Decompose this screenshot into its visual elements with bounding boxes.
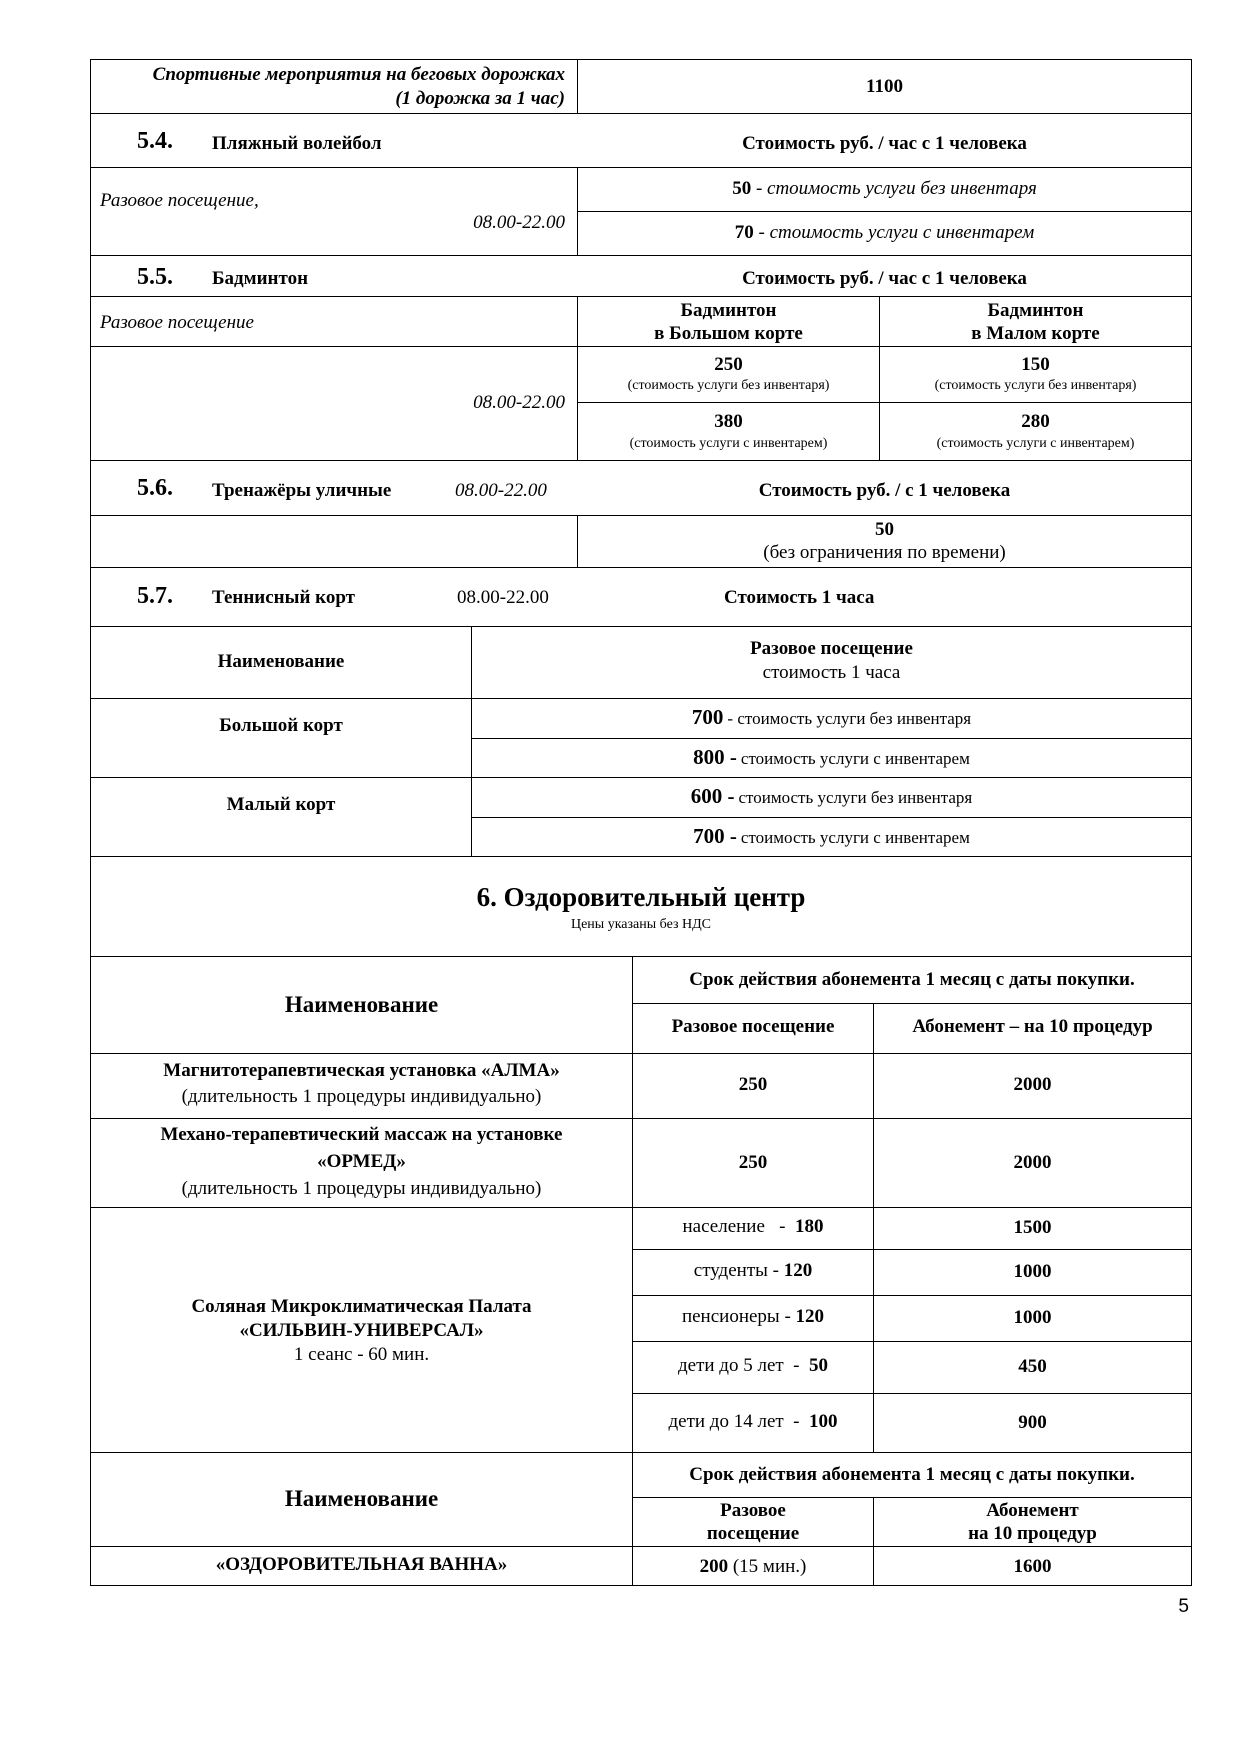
alma-name: Магнитотерапевтическая установка «АЛМА» bbox=[163, 1060, 560, 1081]
price-note: - стоимость услуги с инвентарем bbox=[758, 222, 1035, 243]
salt-name-line1: Соляная Микроклиматическая Палата bbox=[191, 1296, 532, 1317]
running-label-line2: (1 дорожка за 1 час) bbox=[395, 88, 565, 109]
salt-name-line2: «СИЛЬВИН-УНИВЕРСАЛ» bbox=[239, 1320, 484, 1341]
tennis-visit-header: Разовое посещение bbox=[750, 638, 913, 659]
badminton-small-no-inventory-note: (стоимость услуги без инвентаря) bbox=[934, 378, 1137, 393]
section-5-5-price-header: Стоимость руб. / час с 1 человека bbox=[742, 268, 1027, 289]
bath-name: «ОЗДОРОВИТЕЛЬНАЯ ВАННА» bbox=[215, 1554, 508, 1575]
running-label-line1: Спортивные мероприятия на беговых дорожках bbox=[152, 64, 565, 85]
bath-subscription-header-line2: на 10 процедур bbox=[968, 1523, 1097, 1544]
section-5-5-hours: 08.00-22.00 bbox=[473, 392, 565, 413]
price-value: 600 - bbox=[690, 784, 735, 808]
section-5-7-price-header: Стоимость 1 часа bbox=[724, 587, 875, 608]
section-5-4-title: Пляжный волейбол bbox=[212, 133, 382, 154]
price-value: 800 - bbox=[693, 745, 737, 769]
category-price: 100 bbox=[809, 1411, 838, 1432]
ormed-name-line2: «ОРМЕД» bbox=[317, 1151, 406, 1172]
section-5-6-price: 50 bbox=[875, 519, 894, 540]
section-5-4-hours: 08.00-22.00 bbox=[473, 212, 565, 233]
badminton-big-inventory-note: (стоимость услуги с инвентарем) bbox=[629, 436, 828, 451]
salt-row-population-sub: 1500 bbox=[1013, 1217, 1052, 1238]
price-value: 200 bbox=[699, 1556, 729, 1577]
price-note: стоимость услуги без инвентаря bbox=[738, 788, 973, 807]
ormed-single-price: 250 bbox=[738, 1152, 768, 1173]
badminton-big-court-header-line1: Бадминтон bbox=[680, 300, 777, 321]
price-value: 70 bbox=[734, 222, 754, 243]
section-5-7-title: Теннисный корт bbox=[212, 587, 355, 608]
tennis-name-header: Наименование bbox=[217, 651, 345, 672]
badminton-big-inventory-price: 380 bbox=[714, 411, 743, 432]
section-5-5-title: Бадминтон bbox=[212, 268, 309, 289]
health-subscription-header: Абонемент – на 10 процедур bbox=[912, 1016, 1153, 1037]
section-5-6-hours: 08.00-22.00 bbox=[455, 480, 547, 501]
salt-row-kids14 bbox=[633, 1411, 873, 1433]
price-note: стоимость услуги с инвентарем bbox=[740, 828, 970, 847]
bath-subscription-header-line1: Абонемент bbox=[986, 1500, 1079, 1521]
alma-subscription-price: 2000 bbox=[1013, 1074, 1052, 1095]
section-5-4-row-no-inventory bbox=[578, 178, 1191, 200]
alma-duration: (длительность 1 процедуры индивидуально) bbox=[181, 1086, 542, 1107]
salt-session: 1 сеанс - 60 мин. bbox=[293, 1344, 430, 1365]
salt-row-students bbox=[633, 1260, 873, 1282]
bath-single-header-line2: посещение bbox=[706, 1523, 800, 1544]
tennis-big-inventory bbox=[472, 745, 1191, 769]
salt-row-pensioners bbox=[633, 1306, 873, 1328]
section-5-6-price-header: Стоимость руб. / с 1 человека bbox=[758, 480, 1011, 501]
section-5-4-visit: Разовое посещение, bbox=[100, 190, 259, 211]
health-validity-header: Срок действия абонемента 1 месяц с даты покупки. bbox=[689, 969, 1135, 990]
category-price: 120 bbox=[783, 1260, 813, 1281]
section-5-4-row-inventory bbox=[578, 222, 1191, 244]
price-value: 50 bbox=[732, 178, 752, 199]
page-number: 5 bbox=[1178, 1596, 1189, 1617]
section-5-6-number: 5.6. bbox=[137, 475, 173, 501]
badminton-big-no-inventory-price: 250 bbox=[714, 354, 743, 375]
health-name-header-2: Наименование bbox=[284, 1486, 439, 1511]
tennis-small-inventory bbox=[472, 824, 1191, 848]
category-price: 180 bbox=[794, 1216, 824, 1237]
salt-row-kids5-sub: 450 bbox=[1018, 1356, 1047, 1377]
section-5-6-note: (без ограничения по времени) bbox=[763, 542, 1006, 563]
category-price: 120 bbox=[795, 1306, 825, 1327]
section-5-7-number: 5.7. bbox=[137, 583, 173, 609]
tennis-big-no-inventory bbox=[472, 705, 1191, 729]
ormed-subscription-price: 2000 bbox=[1013, 1152, 1052, 1173]
bath-single-price bbox=[633, 1556, 873, 1578]
ormed-name-line1: Механо-терапевтический массаж на установке bbox=[160, 1124, 563, 1145]
health-validity-header-2: Срок действия абонемента 1 месяц с даты покупки. bbox=[689, 1464, 1135, 1485]
price-note: - стоимость услуги без инвентаря bbox=[727, 709, 972, 728]
salt-row-students-sub: 1000 bbox=[1013, 1261, 1052, 1282]
section-5-4-number: 5.4. bbox=[137, 128, 173, 154]
section-6-subtitle: Цены указаны без НДС bbox=[570, 917, 712, 932]
alma-single-price: 250 bbox=[738, 1074, 768, 1095]
tennis-small-no-inventory bbox=[472, 784, 1191, 808]
price-value: 700 bbox=[691, 705, 724, 729]
section-6-title: 6. Оздоровительный центр bbox=[476, 882, 806, 912]
badminton-small-court-header-line2: в Малом корте bbox=[971, 323, 1100, 344]
salt-row-population bbox=[633, 1216, 873, 1238]
price-value: 700 - bbox=[693, 824, 737, 848]
price-note: стоимость услуги с инвентарем bbox=[740, 749, 970, 768]
section-5-5-number: 5.5. bbox=[137, 264, 173, 290]
price-note: - стоимость услуги без инвентаря bbox=[755, 178, 1037, 199]
running-price: 1100 bbox=[866, 76, 903, 97]
badminton-big-court-header-line2: в Большом корте bbox=[654, 323, 803, 344]
category-label: население - bbox=[682, 1216, 795, 1237]
badminton-small-inventory-price: 280 bbox=[1021, 411, 1050, 432]
badminton-small-no-inventory-price: 150 bbox=[1021, 354, 1050, 375]
section-5-4-price-header: Стоимость руб. / час с 1 человека bbox=[742, 133, 1027, 154]
section-5-7-hours: 08.00-22.00 bbox=[457, 587, 549, 608]
salt-row-kids14-sub: 900 bbox=[1018, 1412, 1047, 1433]
health-name-header: Наименование bbox=[284, 992, 439, 1017]
salt-row-kids5 bbox=[633, 1355, 873, 1377]
badminton-big-no-inventory-note: (стоимость услуги без инвентаря) bbox=[627, 378, 830, 393]
bath-single-header-line1: Разовое bbox=[720, 1500, 786, 1521]
duration-note: (15 мин.) bbox=[728, 1556, 807, 1577]
health-single-header: Разовое посещение bbox=[671, 1016, 835, 1037]
salt-row-pensioners-sub: 1000 bbox=[1013, 1307, 1052, 1328]
section-5-6-title: Тренажёры уличные bbox=[212, 480, 392, 501]
section-5-5-visit: Разовое посещение bbox=[100, 312, 254, 333]
badminton-small-inventory-note: (стоимость услуги с инвентарем) bbox=[936, 436, 1135, 451]
tennis-big-court: Большой корт bbox=[219, 715, 343, 736]
category-label: пенсионеры - bbox=[681, 1306, 796, 1327]
category-price: 50 bbox=[809, 1355, 829, 1376]
badminton-small-court-header-line1: Бадминтон bbox=[987, 300, 1084, 321]
ormed-duration: (длительность 1 процедуры индивидуально) bbox=[181, 1178, 542, 1199]
tennis-visit-sub: стоимость 1 часа bbox=[762, 662, 901, 683]
tennis-small-court: Малый корт bbox=[226, 794, 336, 815]
category-label: студенты - bbox=[693, 1260, 784, 1281]
category-label: дети до 5 лет - bbox=[677, 1355, 810, 1376]
bath-subscription-price: 1600 bbox=[1013, 1556, 1052, 1577]
category-label: дети до 14 лет - bbox=[668, 1411, 810, 1432]
